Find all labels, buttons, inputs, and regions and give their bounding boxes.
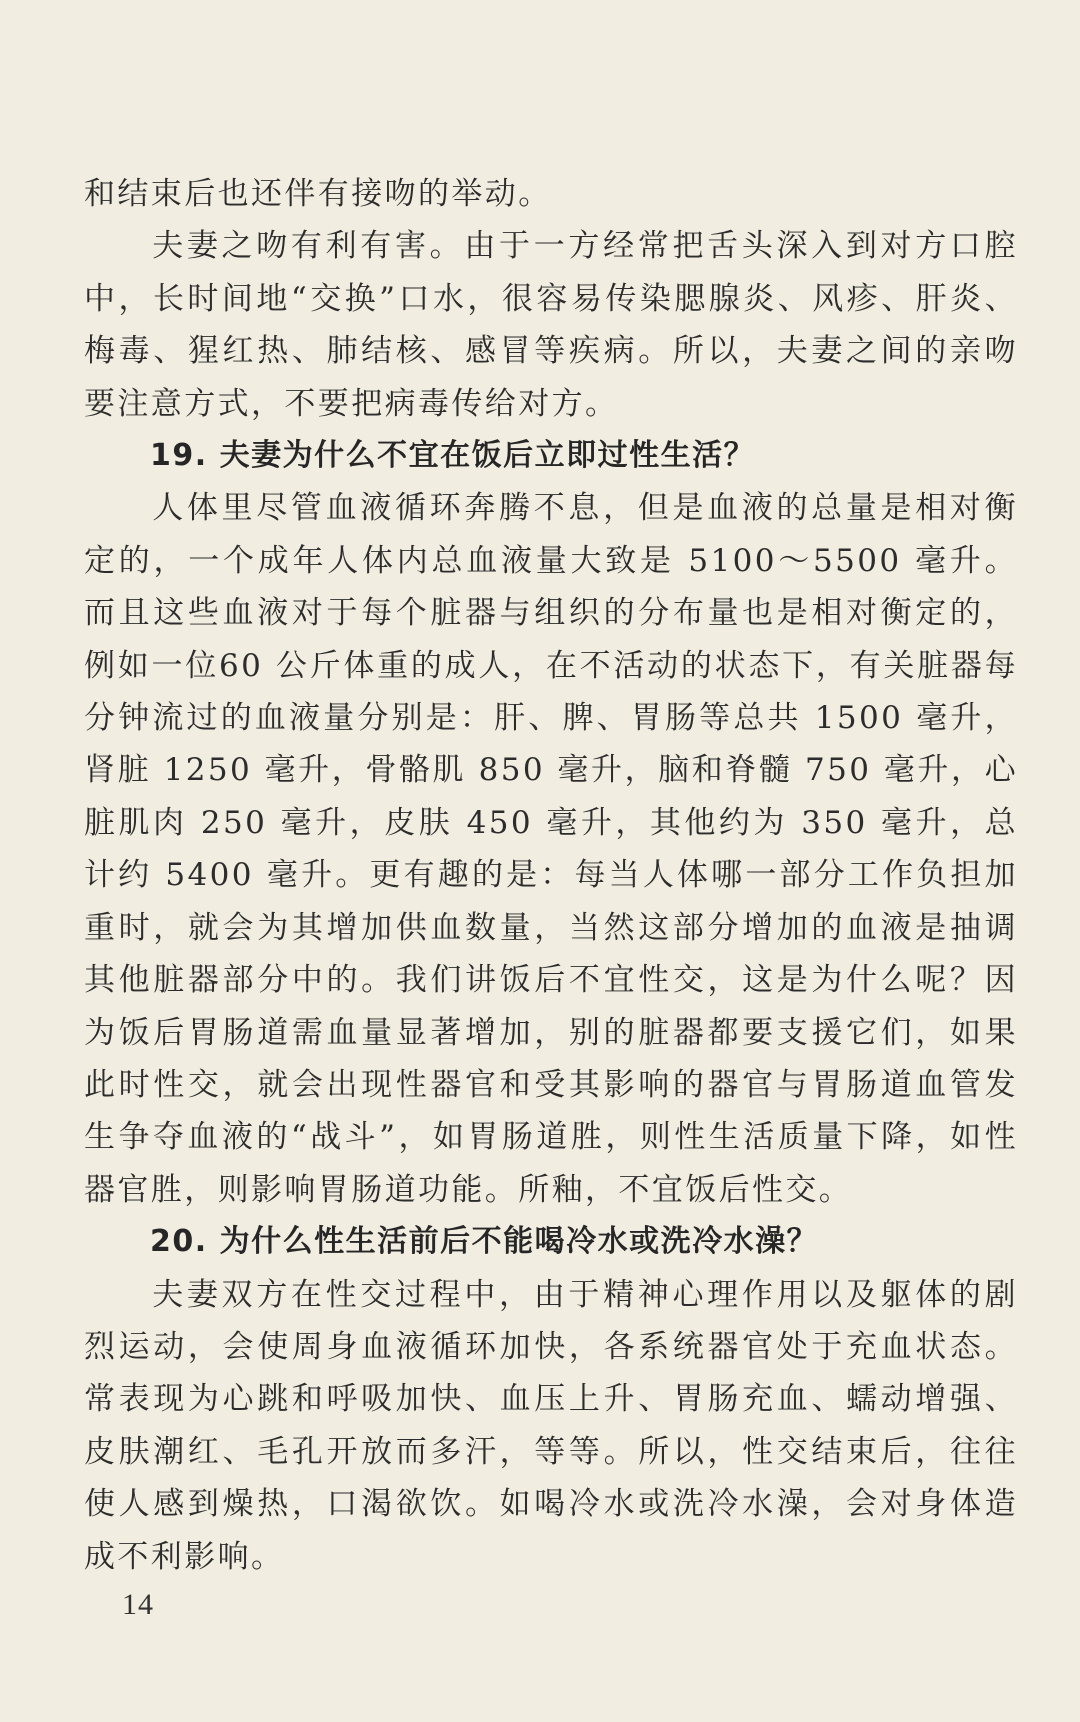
paragraph-continuation: 和结束后也还伴有接吻的举动。 (84, 176, 552, 212)
heading-question-19: 19. 夫妻为什么不宜在饭后立即过性生活？ (150, 438, 756, 474)
paragraph-blood-distribution: 人体里尽管血液循环奔腾不息，但是血液的总量是相对衡定的，一个成年人体内总血液量大致是 5100～5500 毫升。而且这些血液对于每个脏器与组织的分布量也是相对衡定的，例如一位60 公斤体重的成人，在不活动的状态下，有关脏器每分钟流过的血液量分别是：肝、脾、胃肠等总共 1500 毫升，肾脏 1250 毫升，骨骼肌 850 毫升，脑和脊髓 750 毫升，心脏肌肉 250 毫升，皮肤 450 毫升，其他约为 350 毫升，总计约 5400 毫升。更有趣的是：每当人体哪一部分工作负担加重时，就会为其增加供血数量，当然这部分增加的血液是抽调其他脏器部分中的。我们讲饭后不宜性交，这是为什么呢？因为饭后胃肠道需血量显著增加，别的脏器都要支援它们，如果此时性交，就会出现性器官和受其影响的器官与胃肠道血管发生争夺血液的“战斗”，如胃肠道胜，则性生活质量下降，如性器官胜，则影响胃肠道功能。所釉，不宜饭后性交。 (84, 490, 1018, 1208)
body-text (84, 168, 1018, 1583)
paragraph-cold-water: 夫妻双方在性交过程中，由于精神心理作用以及躯体的剧烈运动，会使周身血液循环加快，各系统器官处于充血状态。常表现为心跳和呼吸加快、血压上升、胃肠充血、蠕动增强、皮肤潮红、毛孔开放而多汗，等等。所以，性交结束后，往往使人感到燥热，口渴欲饮。如喝冷水或洗冷水澡，会对身体造成不利影响。 (84, 1276, 1018, 1575)
paragraph-kiss-risks: 夫妻之吻有利有害。由于一方经常把舌头深入到对方口腔中，长时间地“交换”口水，很容易传染腮腺炎、风疹、肝炎、梅毒、猩红热、肺结核、感冒等疾病。所以，夫妻之间的亲吻要注意方式，不要把病毒传给对方。 (84, 228, 1018, 422)
heading-question-20: 20. 为什么性生活前后不能喝冷水或洗冷水澡？ (150, 1224, 819, 1260)
page-number: 14 (122, 1588, 154, 1621)
